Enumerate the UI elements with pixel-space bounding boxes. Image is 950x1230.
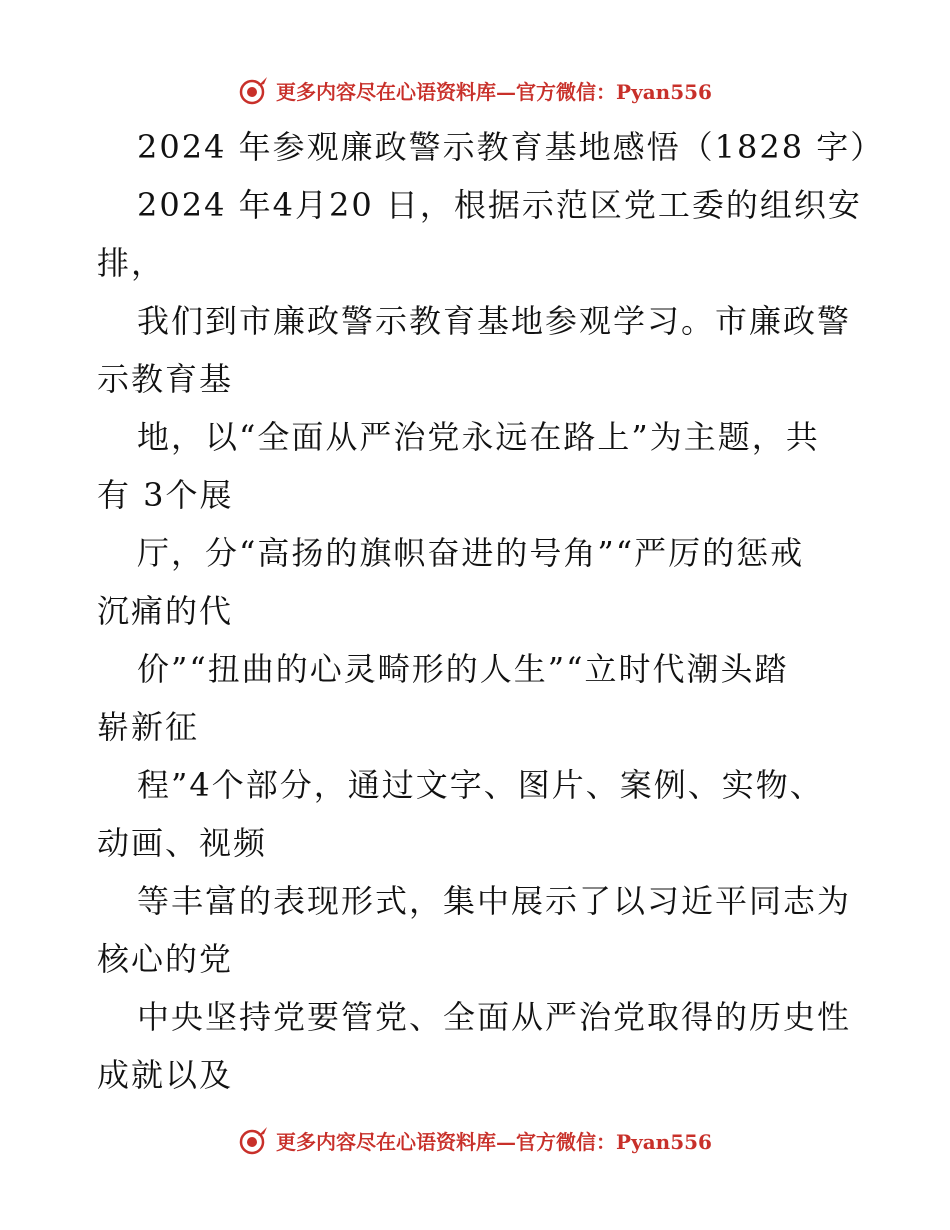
- paragraph-line: 价”“扭曲的心灵畸形的人生”“立时代潮头踏: [137, 650, 789, 688]
- quill-logo-icon: [238, 1124, 270, 1156]
- paragraph-line: 2024 年4月20 日，根据示范区党工委的组织安: [137, 186, 862, 224]
- document-title: 2024 年参观廉政警示教育基地感悟（1828 字）: [137, 128, 885, 166]
- document-body: [97, 118, 885, 1104]
- paragraph-line: 有 3个展: [97, 476, 234, 514]
- paragraph-line: 排，: [97, 244, 166, 282]
- footer-banner: [0, 1120, 950, 1160]
- paragraph-line: 沉痛的代: [97, 592, 234, 630]
- paragraph-line: 我们到市廉政警示教育基地参观学习。市廉政警: [137, 302, 852, 340]
- paragraph-line: 示教育基: [97, 360, 234, 398]
- paragraph-line: 等丰富的表现形式，集中展示了以习近平同志为: [137, 882, 852, 920]
- paragraph-line: 中央坚持党要管党、全面从严治党取得的历史性: [137, 998, 852, 1036]
- paragraph-line: 地，以“全面从严治党永远在路上”为主题，共: [137, 418, 820, 456]
- paragraph-line: 成就以及: [97, 1056, 234, 1094]
- paragraph-line: 崭新征: [97, 708, 200, 746]
- paragraph-line: 厅，分“高扬的旗帜奋进的号角”“严厉的惩戒: [137, 534, 805, 572]
- paragraph-line: 核心的党: [97, 940, 234, 978]
- quill-logo-icon: [238, 74, 270, 106]
- footer-banner-text: 更多内容尽在心语资料库—官方微信：Pyan556: [276, 1129, 712, 1154]
- header-banner-text: 更多内容尽在心语资料库—官方微信：Pyan556: [276, 79, 712, 104]
- paragraph-line: 动画、视频: [97, 824, 268, 862]
- header-banner: [0, 70, 950, 110]
- paragraph-line: 程”4个部分，通过文字、图片、案例、实物、: [137, 766, 824, 804]
